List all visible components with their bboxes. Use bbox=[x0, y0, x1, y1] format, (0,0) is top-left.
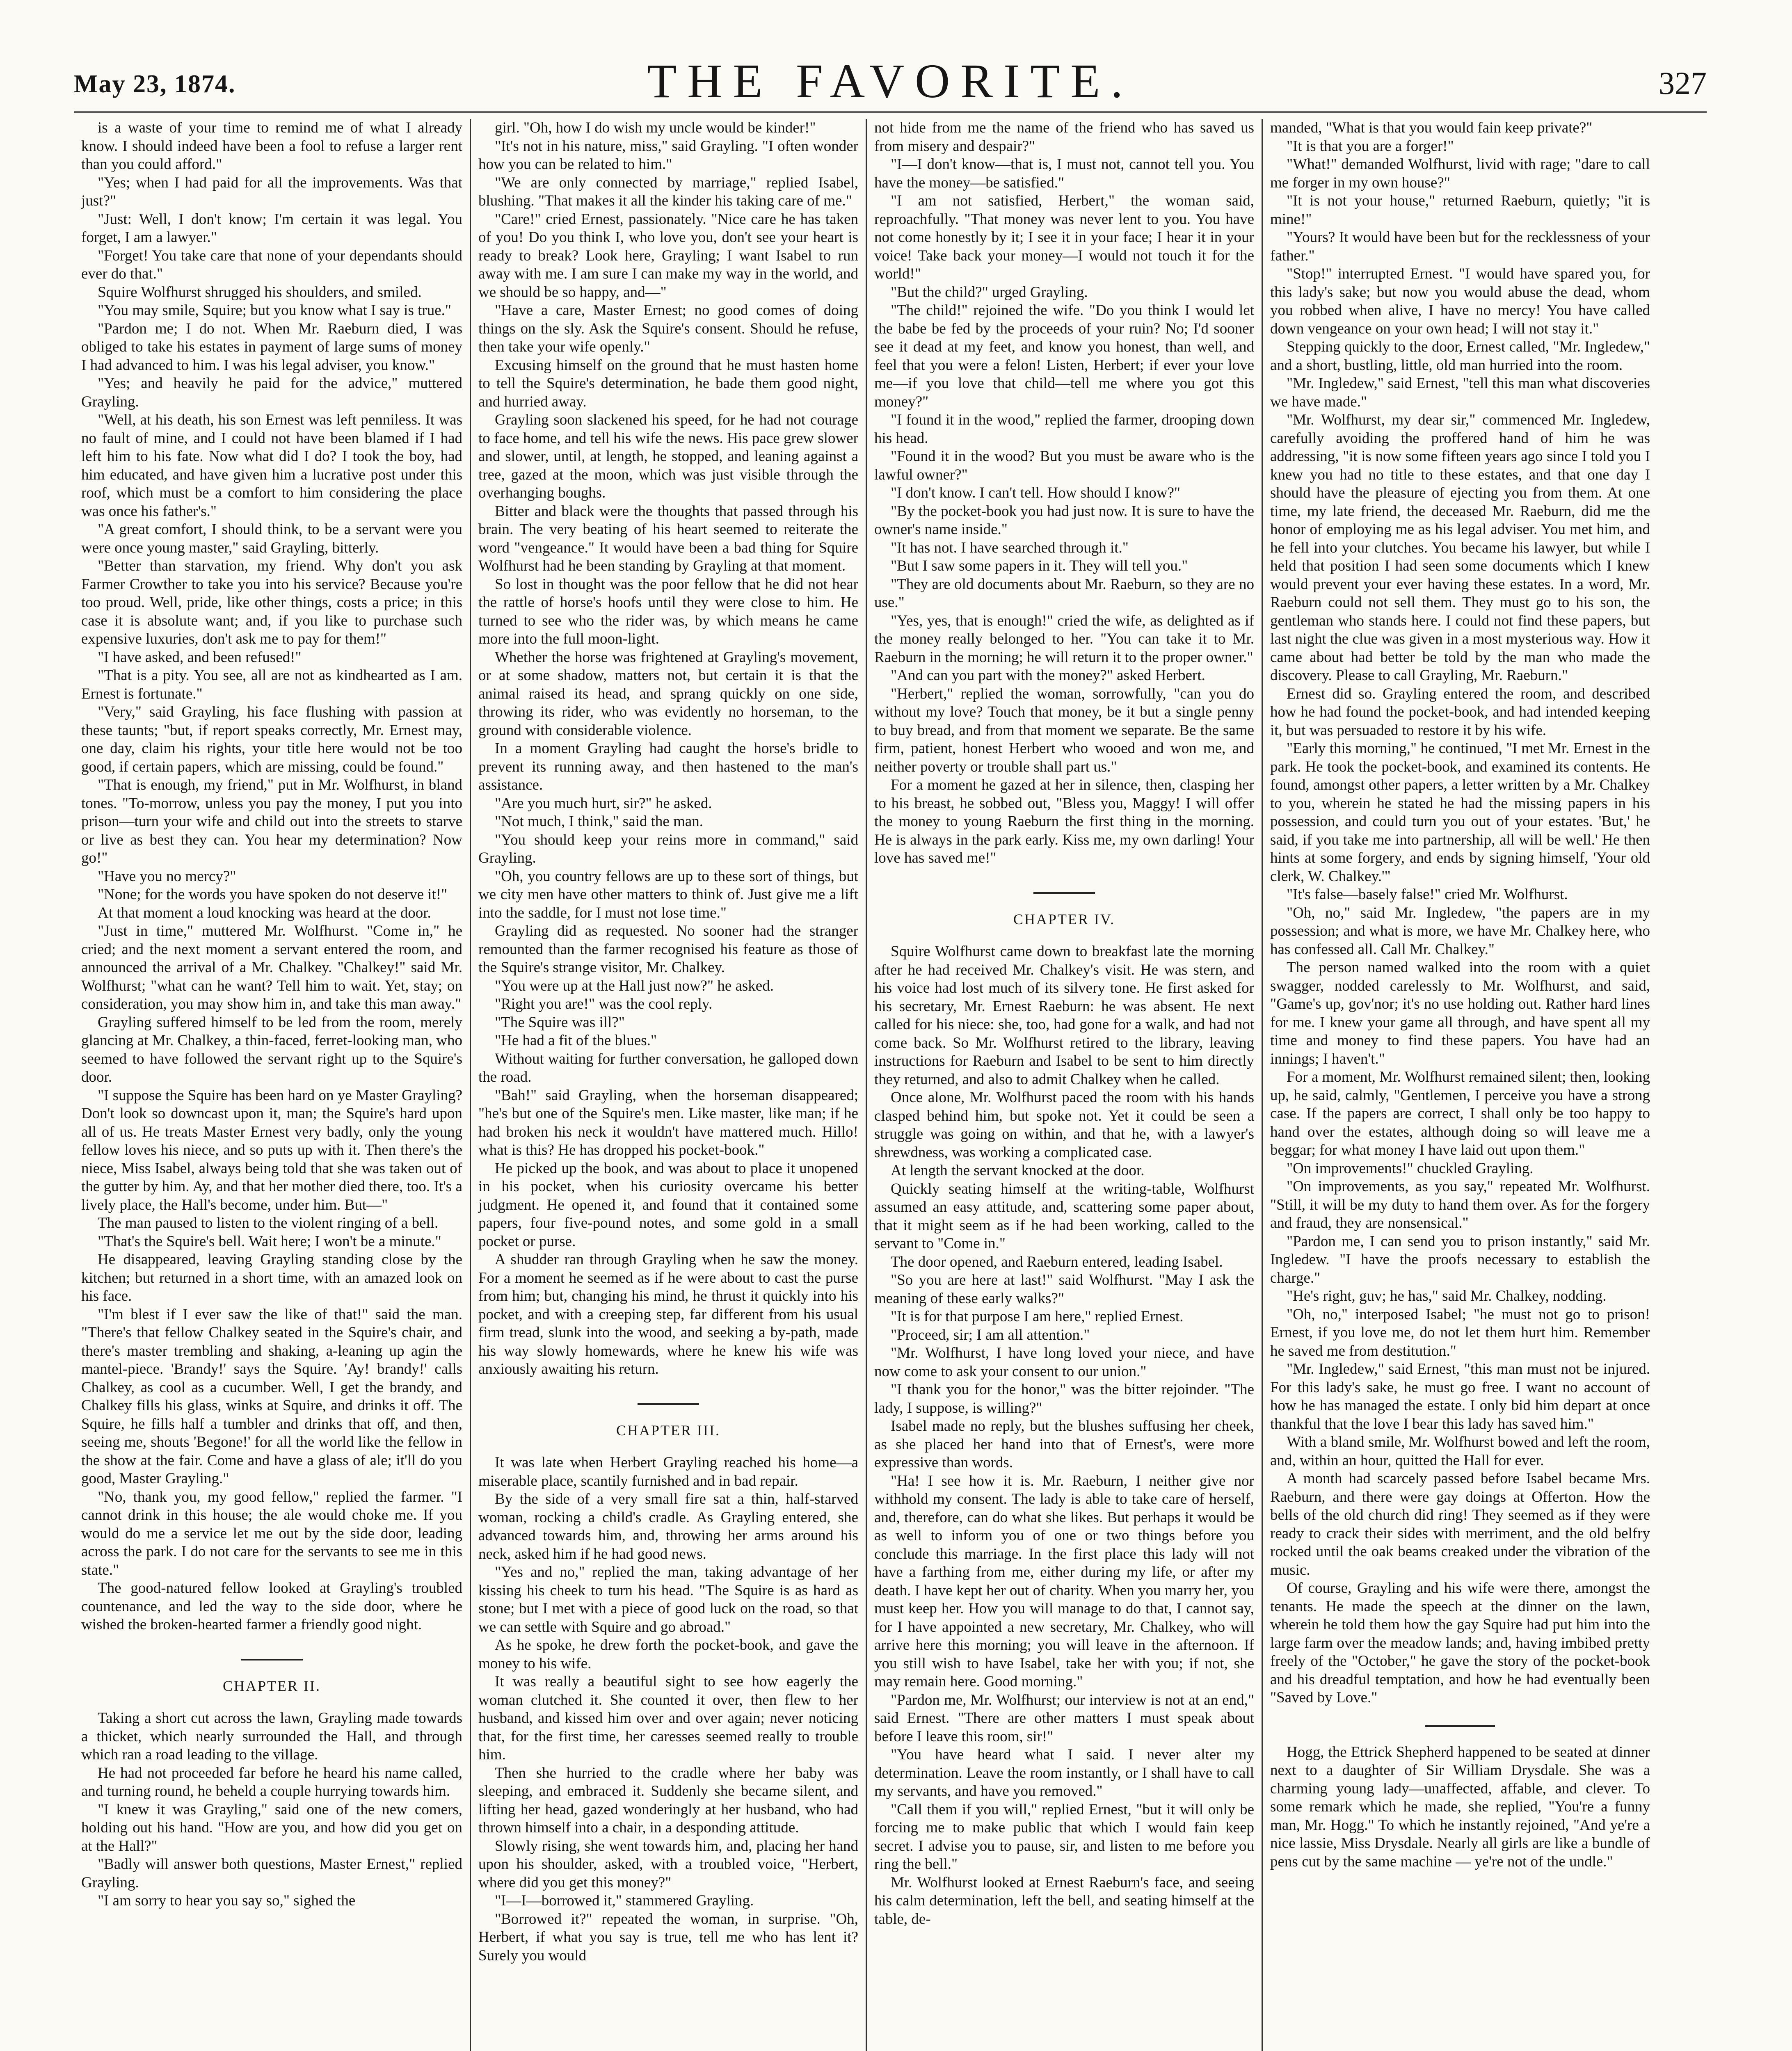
article-paragraph: In a moment Grayling had caught the horse's bridle to prevent its running away, and then hastened to the man's assistance. bbox=[478, 740, 858, 793]
article-paragraph: "That is enough, my friend," put in Mr. Wolfhurst, in bland tones. "To-morrow, unless you pay the money, I put you into prison—turn your wife and child out into the streets to starve or live as best they can. You hear my determination? Now go!" bbox=[81, 777, 462, 866]
article-paragraph: manded, "What is that you would fain keep private?" bbox=[1270, 119, 1593, 136]
article-paragraph: "And can you part with the money?" asked Herbert. bbox=[891, 667, 1205, 684]
chapter-heading bbox=[478, 1403, 858, 1440]
article-paragraph: "Mr. Ingledew," said Ernest, "this man must not be injured. For this lady's sake, he must go free. I want no account of how he has managed the estate. I only bid him depart at once thankful that the love I bear this lady has saved him." bbox=[1270, 1361, 1650, 1432]
article-paragraph: Grayling did as requested. No sooner had the stranger remounted than the farmer recognised his feature as those of the Squire's strange visitor, Mr. Chalkey. bbox=[478, 923, 858, 976]
article-paragraph: "It is for that purpose I am here," replied Ernest. bbox=[891, 1308, 1184, 1325]
article-paragraph: "You may smile, Squire; but you know what I say is true." bbox=[98, 302, 451, 319]
article-paragraph: By the side of a very small fire sat a thin, half-starved woman, rocking a child's cradle. As Grayling entered, she advanced towards him, and, throwing her arms around his neck, asked him if he had good news. bbox=[478, 1491, 858, 1562]
article-paragraph: "Pardon me, I can send you to prison instantly," said Mr. Ingledew. "I have the proofs necessary to establish the charge." bbox=[1270, 1233, 1650, 1286]
article-paragraph: "It's false—basely false!" cried Mr. Wolfhurst. bbox=[1287, 886, 1568, 903]
article-paragraph: "It's not in his nature, miss," said Grayling. "I often wonder how you can be related to him." bbox=[478, 137, 858, 173]
article-paragraph: Then she hurried to the cradle where her baby was sleeping, and embraced it. Suddenly she became silent, and lifting her head, gazed wonderingly at her husband, who had thrown himself into a chair, in a desponding attitude. bbox=[478, 1764, 858, 1836]
column-1 bbox=[74, 119, 470, 2051]
article-paragraph: Squire Wolfhurst shrugged his shoulders, and smiled. bbox=[98, 283, 422, 301]
article-paragraph: "I am not satisfied, Herbert," the woman said, reproachfully. "That money was never lent to you. You have not come honestly by it; I see it in your face; I hear it in your voice! Take back your money—I would not touch it for the world!" bbox=[874, 192, 1254, 282]
article-paragraph: "Well, at his death, his son Ernest was left penniless. It was no fault of mine, and I could not have been blamed if I had left him to his fate. Now what did I do? I took the boy, had him educated, and have given him a lucrative post under this roof, which must be a comfort to him considering the place was once his father's." bbox=[81, 411, 462, 520]
section-divider bbox=[1033, 892, 1095, 894]
article-paragraph: "Herbert," replied the woman, sorrowfully, "can you do without my love? Touch that money, be it but a single penny to buy bread, and from that moment we separate. Be the same firm, patient, honest Herbert who wooed and won me, and neither poverty or trouble shall part us." bbox=[874, 685, 1254, 775]
article-paragraph: is a waste of your time to remind me of what I already know. I should indeed have been a fool to refuse a larger rent than you could afford." bbox=[81, 119, 462, 173]
article-paragraph: "Call them if you will," replied Ernest, "but it will only be forcing me to make public that which I would fain keep secret. I advise you to pause, sir, and listen to me before you ring the bell." bbox=[874, 1801, 1254, 1873]
article-paragraph: "I thank you for the honor," was the bitter rejoinder. "The lady, I suppose, is willing?" bbox=[874, 1381, 1254, 1416]
article-paragraph: "Pardon me, Mr. Wolfhurst; our interview is not at an end," said Ernest. "There are other matters I must speak about before I leave this room, sir!" bbox=[874, 1691, 1254, 1745]
article-paragraph: "The Squire was ill?" bbox=[495, 1014, 625, 1031]
article-paragraph: The good-natured fellow looked at Grayling's troubled countenance, and led the way to the side door, where he wished the broken-hearted farmer a friendly good night. bbox=[81, 1580, 462, 1633]
article-paragraph: Once alone, Mr. Wolfhurst paced the room with his hands clasped behind him, but spoke not. Yet it could be seen a struggle was going on within, and that he, with a lawyer's shrewdness, was working a complicated case. bbox=[874, 1089, 1254, 1161]
article-paragraph: He picked up the book, and was about to place it unopened in his pocket, when his curiosity overcame his better judgment. He opened it, and found that it contained some papers, four five-pound notes, and some gold in a small pocket or purse. bbox=[478, 1160, 858, 1250]
article-paragraph: At length the servant knocked at the door. bbox=[891, 1162, 1145, 1179]
article-paragraph: The man paused to listen to the violent ringing of a bell. bbox=[98, 1215, 439, 1231]
article-paragraph: "On improvements, as you say," repeated Mr. Wolfhurst. "Still, it will be my duty to hand them over. As for the forgery and fraud, they are nonsensical." bbox=[1270, 1178, 1650, 1231]
article-paragraph: "It is that you are a forger!" bbox=[1287, 137, 1454, 155]
article-paragraph: "Not much, I think," said the man. bbox=[495, 813, 704, 830]
article-paragraph: "Oh, no," interposed Isabel; "he must not go to prison! Ernest, if you love me, do not let them hurt him. Remember he saved me from destitution." bbox=[1270, 1306, 1650, 1359]
article-paragraph: "The child!" rejoined the wife. "Do you think I would let the babe be fed by the proceeds of your ruin? No; I'd sooner see it dead at my feet, and know you honest, than well, and feel that you were a felon! Listen, Herbert; if ever your love me—if you love that child—tell me where you got this money?" bbox=[874, 302, 1254, 410]
article-paragraph: Slowly rising, she went towards him, and, placing her hand upon his shoulder, asked, with a troubled voice, "Herbert, where did you get this money?" bbox=[478, 1837, 858, 1891]
article-paragraph: "Mr. Wolfhurst, my dear sir," commenced Mr. Ingledew, carefully avoiding the proffered hand of him he was addressing, "it is now some fifteen years ago since I told you I knew you had no title to these estates, and that one day I should have the pleasure of ejecting you from them. At one time, my late friend, the deceased Mr. Raeburn, did me the honor of employing me as his legal adviser. You met him, and he fell into your clutches. You became his lawyer, but while I held that position I had seen some documents which I knew would prevent your ever having these estates. In a word, Mr. Raeburn could not sell them. They must go to his son, the gentleman who stands here. I could not find these papers, but last night the clue was given in a most mysterious way. How it came about had better be told by the man who made the discovery. Please to call Grayling, Mr. Raeburn." bbox=[1270, 411, 1650, 684]
article-paragraph: "Oh, you country fellows are up to these sort of things, but we city men have other matters to think of. Just give me a lift into the saddle, for I must not lose time." bbox=[478, 868, 858, 921]
article-paragraph: So lost in thought was the poor fellow that he did not hear the rattle of horse's hoofs until they were close to him. He turned to see who the rider was, by which means he came more into the full moon-light. bbox=[478, 576, 858, 647]
article-paragraph: "He's right, guv; he has," said Mr. Chalkey, nodding. bbox=[1287, 1288, 1607, 1304]
article-paragraph: girl. "Oh, how I do wish my uncle would be kinder!" bbox=[495, 119, 816, 136]
article-paragraph: "It is not your house," returned Raeburn, quietly; "it is mine!" bbox=[1270, 192, 1650, 228]
text-columns bbox=[74, 119, 1707, 2051]
masthead bbox=[74, 49, 1707, 113]
article-paragraph: "Better than starvation, my friend. Why don't you ask Farmer Crowther to take you into his service? Because you're too proud. Well, pride, like other things, costs a price; in this case it is absolute want; and, if you like to purchase such expensive luxuries, don't ask me to pay for them!" bbox=[81, 557, 462, 647]
article-paragraph: "Proceed, sir; I am all attention." bbox=[891, 1326, 1090, 1343]
article-paragraph: Ernest did so. Grayling entered the room, and described how he had found the pocket-book, and had intended keeping it, but was persuaded to restore it by his wife. bbox=[1270, 685, 1650, 739]
article-paragraph: "Yours? It would have been but for the recklessness of your father." bbox=[1270, 229, 1650, 264]
article-paragraph: Without waiting for further conversation, he galloped down the road. bbox=[478, 1050, 858, 1085]
article-paragraph: Hogg, the Ettrick Shepherd happened to be seated at dinner next to a daughter of Sir William Drysdale. She was a charming young lady—unaffected, affable, and clever. To some remark which he made, she replied, "You're a funny man, Mr. Hogg." To which he instantly rejoined, "And ye're a nice lassie, Miss Drysdale. Nearly all girls are like a bundle of pens cut by the same machine — ye're not of the undle." bbox=[1270, 1743, 1650, 1870]
article-paragraph: "We are only connected by marriage," replied Isabel, blushing. "That makes it all the kinder his taking care of me." bbox=[478, 174, 858, 209]
article-paragraph: Stepping quickly to the door, Ernest called, "Mr. Ingledew," and a short, bustling, little, old man hurried into the room. bbox=[1270, 338, 1650, 374]
article-paragraph: "You should keep your reins more in command," said Grayling. bbox=[478, 831, 858, 866]
article-paragraph: "Yes; when I had paid for all the improvements. Was that just?" bbox=[81, 174, 462, 209]
article-paragraph: "But the child?" urged Grayling. bbox=[891, 283, 1088, 301]
article-paragraph: "That is a pity. You see, all are not as kindhearted as I am. Ernest is fortunate." bbox=[81, 667, 462, 702]
article-paragraph: "Are you much hurt, sir?" he asked. bbox=[495, 795, 712, 812]
article-paragraph: "Ha! I see how it is. Mr. Raeburn, I neither give nor withhold my consent. The lady is able to take care of herself, and, therefore, can do what she likes. But perhaps it would be as well to inform you of one or two things before you conclude this marriage. In the first place this lady will not have a farthing from me, either during my life, or after my death. I have kept her out of charity. When you marry her, you must keep her. How you will manage to do that, I cannot say, for I have appointed a new secretary, Mr. Chalkey, who will arrive here this morning; you will leave in the afternoon. If you still wish to have Isabel, take her with you; if not, she may remain here. Good morning." bbox=[874, 1472, 1254, 1690]
section-divider bbox=[241, 1659, 303, 1660]
article-paragraph: "But I saw some papers in it. They will tell you." bbox=[891, 557, 1188, 574]
article-paragraph: For a moment, Mr. Wolfhurst remained silent; then, looking up, he said, calmly, "Gentlemen, I perceive you have a strong case. If the papers are correct, I shall only be too happy to hand over the estates, although doing so will leave me a beggar; for what money I have laid out upon them." bbox=[1270, 1069, 1650, 1158]
article-paragraph: "Just in time," muttered Mr. Wolfhurst. "Come in," he cried; and the next moment a servant entered the room, and announced the arrival of a Mr. Chalkey. "Chalkey!" said Mr. Wolfhurst; "what can he want? Tell him to wait. Yet, stay; on consideration, you may show him in, and take this man away." bbox=[81, 923, 462, 1012]
issue-date: May 23, 1874. bbox=[74, 70, 236, 98]
article-paragraph: Whether the horse was frightened at Grayling's movement, or at some shadow, matters not, but certain it is that the animal raised its head, and sprang quickly on one side, throwing its rider, who was evidently no horseman, to the ground with considerable violence. bbox=[478, 649, 858, 739]
article-paragraph: not hide from me the name of the friend who has saved us from misery and despair?" bbox=[874, 119, 1254, 155]
article-paragraph: A shudder ran through Grayling when he saw the money. For a moment he seemed as if he were about to cast the purse from him; but, changing his mind, he thrust it quickly into his pocket, and with a creeping step, far different from his usual firm tread, slunk into the wood, and seeking a by-path, made his way slowly homewards, where he knew his wife was anxiously awaiting his return. bbox=[478, 1251, 858, 1377]
article-paragraph: "Very," said Grayling, his face flushing with passion at these taunts; "but, if report speaks correctly, Mr. Ernest may, one day, claim his rights, your title here would not be too good, if certain papers, which are missing, could be found." bbox=[81, 703, 462, 775]
article-paragraph: "None; for the words you have spoken do not deserve it!" bbox=[98, 886, 448, 903]
article-paragraph: "By the pocket-book you had just now. It is sure to have the owner's name inside." bbox=[874, 502, 1254, 538]
article-paragraph: "I—I don't know—that is, I must not, cannot tell you. You have the money—be satisfied." bbox=[874, 156, 1254, 191]
article-paragraph: Grayling suffered himself to be led from the room, merely glancing at Mr. Chalkey, a thin-faced, ferret-looking man, who seemed to have followed the servant right up to the Squire's door. bbox=[81, 1014, 462, 1085]
article-paragraph: "Mr. Wolfhurst, I have long loved your niece, and have now come to ask your consent to our union." bbox=[874, 1345, 1254, 1380]
newspaper-title: THE FAVORITE. bbox=[647, 54, 1134, 108]
article-paragraph: "Stop!" interrupted Ernest. "I would have spared you, for this lady's sake; but now you would abuse the dead, whom you robbed when alive, I have no mercy! You have called down vengeance on your own head; I will not stay it." bbox=[1270, 265, 1650, 337]
article-paragraph: "Just: Well, I don't know; I'm certain it was legal. You forget, I am a lawyer." bbox=[81, 210, 462, 246]
article-paragraph: "I knew it was Grayling," said one of the new comers, holding out his hand. "How are you, and how did you get on at the Hall?" bbox=[81, 1801, 462, 1855]
article-paragraph: The door opened, and Raeburn entered, leading Isabel. bbox=[891, 1253, 1223, 1270]
article-paragraph: It was late when Herbert Grayling reached his home—a miserable place, scantily furnished and in bad repair. bbox=[478, 1454, 858, 1489]
article-paragraph: "Early this morning," he continued, "I met Mr. Ernest in the park. He took the pocket-book, and examined its contents. He found, amongst other papers, a letter written by a Mr. Chalkey to you, wherein he stated he had the missing papers in his possession, and could turn you out of your estates. 'But,' he said, if you take me into partnership, all will be well.' He then hints at some forgery, and ends by signing himself, 'Your old clerk, W. Chalkey.'" bbox=[1270, 740, 1650, 885]
column-3 bbox=[866, 119, 1262, 2051]
article-paragraph: As he spoke, he drew forth the pocket-book, and gave the money to his wife. bbox=[478, 1637, 858, 1672]
article-paragraph: He had not proceeded far before he heard his name called, and turning round, he beheld a couple hurrying towards him. bbox=[81, 1764, 462, 1800]
chapter-title: CHAPTER IV. bbox=[1013, 911, 1115, 927]
article-paragraph: Bitter and black were the thoughts that passed through his brain. The very beating of his heart seemed to reiterate the word "vengeance." It would have been a bad thing for Squire Wolfhurst had he been standing by Grayling at that moment. bbox=[478, 502, 858, 574]
article-paragraph: "Care!" cried Ernest, passionately. "Nice care he has taken of you! Do you think I, who love you, don't see your heart is ready to break? Look here, Grayling; I want Isabel to run away with me. I am sure I can make my way in the world, and we should be so happy, and—" bbox=[478, 210, 858, 301]
article-paragraph: "I don't know. I can't tell. How should I know?" bbox=[891, 484, 1180, 501]
article-paragraph: Squire Wolfhurst came down to breakfast late the morning after he had received Mr. Chalkey's visit. He was stern, and his voice had lost much of its silvery tone. He first asked for his secretary, Mr. Ernest Raeburn: he was absent. He next called for his niece: she, too, had gone for a walk, and had not come back. So Mr. Wolfhurst retired to the library, leaving instructions for Raeburn and Isabel to be sent to him directly they returned, and also to admit Chalkey when he called. bbox=[874, 943, 1254, 1088]
article-paragraph: "Pardon me; I do not. When Mr. Raeburn died, I was obliged to take his estates in payment of large sums of money I had advanced to him. I was his legal adviser, you know." bbox=[81, 320, 462, 374]
article-paragraph: "Mr. Ingledew," said Ernest, "tell this man what discoveries we have made." bbox=[1270, 375, 1650, 410]
article-paragraph: With a bland smile, Mr. Wolfhurst bowed and left the room, and, within an hour, quitted the Hall for ever. bbox=[1270, 1434, 1650, 1469]
article-paragraph: "So you are here at last!" said Wolfhurst. "May I ask the meaning of these early walks?" bbox=[874, 1272, 1254, 1307]
article-paragraph: "I—I—borrowed it," stammered Grayling. bbox=[495, 1892, 754, 1909]
article-paragraph: "No, thank you, my good fellow," replied the farmer. "I cannot drink in this house; the ale would choke me. If you would do me a service let me out by the side door, leading across the park. I do not care for the servants to see me in this state." bbox=[81, 1488, 462, 1578]
article-paragraph: "He had a fit of the blues." bbox=[495, 1032, 657, 1049]
article-paragraph: "Have you no mercy?" bbox=[98, 868, 236, 885]
article-paragraph: "A great comfort, I should think, to be a servant were you were once young master," said Grayling, bitterly. bbox=[81, 521, 462, 556]
article-paragraph: "Badly will answer both questions, Master Ernest," replied Grayling. bbox=[81, 1856, 462, 1891]
article-paragraph: "Found it in the wood? But you must be aware who is the lawful owner?" bbox=[874, 448, 1254, 483]
article-paragraph: It was really a beautiful sight to see how eagerly the woman clutched it. She counted it over, then flew to her husband, and kissed him over and over again; never noticing that, for the first time, her caresses seemed really to trouble him. bbox=[478, 1673, 858, 1763]
column-4 bbox=[1262, 119, 1657, 2051]
article-paragraph: "Bah!" said Grayling, when the horseman disappeared; "he's but one of the Squire's men. Like master, like man; if he had broken his neck it wouldn't have mattered much. Hillo! what is this? He has dropped his pocket-book." bbox=[478, 1087, 858, 1158]
article-paragraph: Quickly seating himself at the writing-table, Wolfhurst assumed an easy attitude, and, scattering some paper about, that it might seem as if he had been working, called to the servant to "Come in." bbox=[874, 1180, 1254, 1252]
article-paragraph: Taking a short cut across the lawn, Grayling made towards a thicket, which nearly surrounded the Hall, and through which ran a road leading to the village. bbox=[81, 1710, 462, 1763]
article-paragraph: "I found it in the wood," replied the farmer, drooping down his head. bbox=[874, 411, 1254, 447]
article-paragraph: The person named walked into the room with a quiet swagger, nodded carelessly to Mr. Wolfhurst, and said, "Game's up, gov'nor; it's no use holding out. Rather hard lines for me. I knew your game all through, and have spent all my time and money to find these papers. You have had an innings; I haven't." bbox=[1270, 959, 1650, 1067]
article-paragraph: "Yes and no," replied the man, taking advantage of her kissing his cheek to turn his head. "The Squire is as hard as stone; but I met with a piece of good luck on the road, so that we can settle with Squire and go abroad." bbox=[478, 1564, 858, 1635]
article-paragraph: "I am sorry to hear you say so," sighed the bbox=[98, 1892, 356, 1909]
section-divider bbox=[1425, 1725, 1495, 1727]
article-paragraph: "They are old documents about Mr. Raeburn, so they are no use." bbox=[874, 576, 1254, 611]
article-paragraph: "I have asked, and been refused!" bbox=[98, 649, 302, 666]
article-paragraph: A month had scarcely passed before Isabel became Mrs. Raeburn, and there were gay doings at Offerton. How the bells of the old church did ring! They seemed as if they were ready to crack their sides with merriment, and the old belfry rocked until the oak beams creaked under the vibration of the music. bbox=[1270, 1470, 1650, 1578]
article-paragraph: "On improvements!" chuckled Grayling. bbox=[1287, 1160, 1534, 1177]
chapter-title: CHAPTER III. bbox=[616, 1422, 720, 1439]
article-paragraph: For a moment he gazed at her in silence, then, clasping her to his breast, he sobbed out, "Bless you, Maggy! I will offer the money to young Raeburn the first thing in the morning. He is always in the park early. Kiss me, my own darling! Your love has saved me!" bbox=[874, 777, 1254, 866]
article-paragraph: "Right you are!" was the cool reply. bbox=[495, 996, 713, 1012]
article-paragraph: "I suppose the Squire has been hard on ye Master Grayling? Don't look so downcast upon it, man; the Squire's hard upon all of us. He treats Master Ernest very badly, only the young fellow loves his niece, and so puts up with it. Then there's the niece, Miss Isabel, always being told that she was taken out of the gutter by him. Ay, and that her mother died there, too. It's a lively place, the Hall's become, under him. But—" bbox=[81, 1087, 462, 1213]
section-divider bbox=[638, 1403, 699, 1405]
article-paragraph: "Forget! You take care that none of your dependants should ever do that." bbox=[81, 247, 462, 282]
article-paragraph: Grayling soon slackened his speed, for he had not courage to face home, and tell his wife the news. His pace grew slower and slower, until, at length, he stopped, and leaning against a tree, gazed at the moon, which was just visible through the overhanging boughs. bbox=[478, 411, 858, 501]
article-paragraph: Isabel made no reply, but the blushes suffusing her cheek, as she placed her hand into that of Ernest's, were more expressive than words. bbox=[874, 1418, 1254, 1471]
article-paragraph: "Yes, yes, that is enough!" cried the wife, as delighted as if the money really belonged to her. "You can take it to Mr. Raeburn in the morning; he will return it to the proper owner." bbox=[874, 612, 1254, 666]
column-2 bbox=[470, 119, 866, 2051]
article-paragraph: "It has not. I have searched through it." bbox=[891, 539, 1129, 556]
article-paragraph: He disappeared, leaving Grayling standing close by the kitchen; but returned in a short time, with an amazed look on his face. bbox=[81, 1251, 462, 1304]
article-paragraph: "Borrowed it?" repeated the woman, in surprise. "Oh, Herbert, if what you say is true, tell me who has lent it? Surely you would bbox=[478, 1910, 858, 1964]
article-paragraph: "Oh, no," said Mr. Ingledew, "the papers are in my possession; and what is more, we have Mr. Chalkey here, who has confessed all. Call Mr. Chalkey." bbox=[1270, 904, 1650, 958]
article-paragraph: Mr. Wolfhurst looked at Ernest Raeburn's face, and seeing his calm determination, left the bell, and seating himself at the table, de- bbox=[874, 1874, 1254, 1928]
chapter-heading bbox=[874, 892, 1254, 929]
article-paragraph: "What!" demanded Wolfhurst, livid with rage; "dare to call me forger in my own house?" bbox=[1270, 156, 1650, 191]
article-paragraph: Excusing himself on the ground that he must hasten home to tell the Squire's determination, he bade them good night, and hurried away. bbox=[478, 356, 858, 410]
article-paragraph: "I'm blest if I ever saw the like of that!" said the man. "There's that fellow Chalkey seated in the Squire's chair, and there's master trembling and shaking, a-leaning up agin the mantel-piece. 'Brandy!' says the Squire. 'Ay! brandy!' calls Chalkey, as cool as a cucumber. Well, I get the brandy, and Chalkey fills his glass, winks at Squire, and drinks it off. The Squire, he fills half a tumbler and drinks that off, and then, seeing me, shouts 'Begone!' for all the world like the fellow in the show at the fair. Come and have a glass of ale; it'll do you good, Master Grayling." bbox=[81, 1306, 462, 1487]
article-paragraph: "Have a care, Master Ernest; no good comes of doing things on the sly. Ask the Squire's consent. Should he refuse, then take your wife openly." bbox=[478, 302, 858, 355]
chapter-title: CHAPTER II. bbox=[223, 1677, 321, 1694]
article-paragraph: Of course, Grayling and his wife were there, amongst the tenants. He made the speech at the dinner on the lawn, wherein he told them how the gay Squire had put him into the large farm over the meadow lands; and, having imbibed pretty freely of the "October," he gave the story of the pocket-book and his dreadful temptation, and how he had eventually been "Saved by Love." bbox=[1270, 1580, 1650, 1706]
page-number: 327 bbox=[1659, 65, 1707, 101]
article-paragraph: "You were up at the Hall just now?" he asked. bbox=[495, 977, 774, 994]
article-paragraph: "Yes; and heavily he paid for the advice," muttered Grayling. bbox=[81, 375, 462, 410]
article-paragraph: "You have heard what I said. I never alter my determination. Leave the room instantly, or I shall have to call my servants, and have you removed." bbox=[874, 1746, 1254, 1800]
article-paragraph: "That's the Squire's bell. Wait here; I won't be a minute." bbox=[98, 1233, 441, 1250]
article-paragraph: At that moment a loud knocking was heard at the door. bbox=[98, 904, 431, 921]
chapter-heading bbox=[81, 1659, 462, 1696]
